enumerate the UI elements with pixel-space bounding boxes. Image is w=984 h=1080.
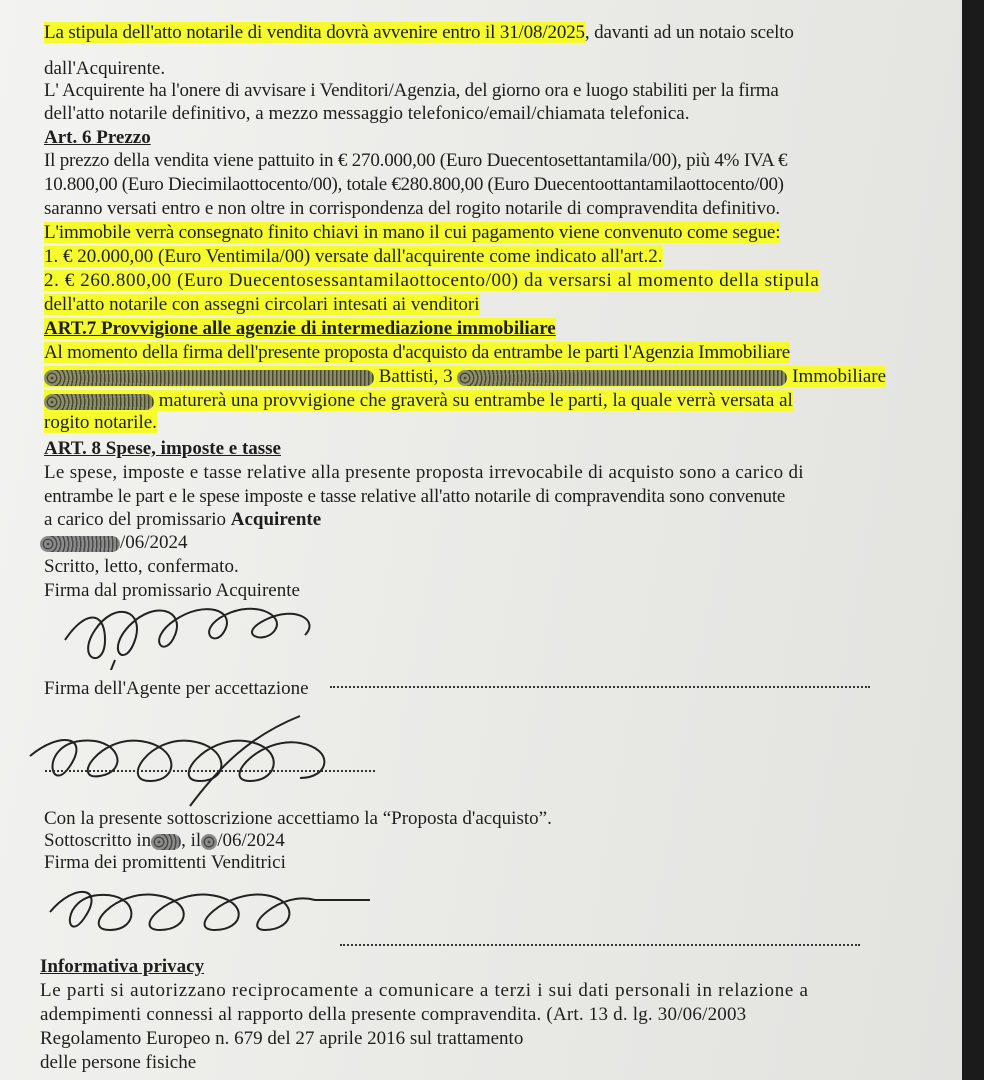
section-heading: Informativa privacy — [40, 956, 205, 977]
text-line: dell'atto notarile con assegni circolari intesati ai venditori — [44, 294, 480, 315]
text-line: rogito notarile. — [44, 412, 157, 433]
text-line: 10.800,00 (Euro Diecimilaottocento/00), totale €280.800,00 (Euro Duecentoottantamilaottocento/00) — [44, 174, 784, 195]
highlighted-text: La stipula dell'atto notarile di vendita dovrà avvenire entro il 31/08/2025 — [44, 22, 585, 43]
text-line: L'immobile verrà consegnato finito chiavi in mano il cui pagamento viene convenuto come segue: — [44, 222, 781, 243]
text-line: Le spese, imposte e tasse relative alla presente proposta irrevocabile di acquisto sono a carico di — [44, 462, 804, 483]
date-line: /06/2024 — [40, 532, 188, 554]
redaction-mark — [201, 834, 217, 850]
text-line: Il prezzo della vendita viene pattuito in € 270.000,00 (Euro Duecentosettantamila/00), più 4% IVA € — [44, 150, 788, 171]
sellers-signature — [40, 872, 420, 952]
text-line: Con la presente sottoscrizione accettiamo la “Proposta d'acquisto”. — [44, 808, 552, 829]
text-line: Le parti si autorizzano reciprocamente a comunicare a terzi i sui dati personali in relazione a — [40, 980, 809, 1001]
text-line: dell'atto notarile definitivo, a mezzo messaggio telefonico/email/chiamata telefonica. — [44, 103, 690, 124]
agent-signature — [20, 706, 440, 816]
text-line: saranno versati entro e non oltre in corrispondenza del rogito notarile di compravendita definitivo. — [44, 198, 781, 219]
text-line: Scritto, letto, confermato. — [44, 556, 239, 577]
text-line-redacted: Battisti, 3 Immobiliare — [44, 366, 886, 388]
redaction-mark — [40, 536, 120, 552]
signature-label: Firma dal promissario Acquirente — [44, 580, 300, 601]
text-line: dall'Acquirente. — [44, 58, 166, 79]
signature-line — [45, 770, 375, 772]
signature-line — [340, 944, 860, 946]
text-line: maturerà una provvigione che graverà su entrambe le parti, la quale verrà versata al — [44, 390, 793, 412]
text-line: 1. € 20.000,00 (Euro Ventimila/00) versate dall'acquirente come indicato all'art.2. — [44, 246, 663, 267]
text-line: adempimenti connessi al rapporto della presente compravendita. (Art. 13 d. lg. 30/06/2003 — [40, 1004, 747, 1025]
signature-label: Firma dell'Agente per accettazione — [44, 678, 309, 699]
text-line: a carico del promissario Acquirente — [44, 509, 322, 530]
section-heading: ART.7 Provvigione alle agenzie di intermediazione immobiliare — [44, 318, 556, 339]
redaction-mark — [151, 834, 181, 850]
text-line: L' Acquirente ha l'onere di avvisare i Venditori/Agenzia, del giorno ora e luogo stabiliti per la firma — [44, 80, 779, 101]
redaction-mark — [44, 370, 374, 386]
text-line: Sottoscritto in , il /06/2024 — [44, 830, 285, 851]
text-line: Regolamento Europeo n. 679 del 27 aprile 2016 sul trattamento — [40, 1028, 524, 1049]
text-line: delle persone fisiche — [40, 1052, 197, 1073]
redaction-mark — [457, 370, 787, 386]
text-line: La stipula dell'atto notarile di vendita dovrà avvenire entro il 31/08/2025, davanti ad un notaio scelto — [44, 22, 794, 43]
text-line: 2. € 260.800,00 (Euro Duecentosessantamilaottocento/00) da versarsi al momento della stipula — [44, 270, 820, 291]
signature-label: Firma dei promittenti Venditrici — [44, 852, 286, 873]
redaction-mark — [44, 394, 154, 410]
buyer-signature — [55, 600, 355, 670]
section-heading: ART. 8 Spese, imposte e tasse — [44, 438, 281, 459]
text-line: entrambe le part e le spese imposte e tasse relative all'atto notarile di compravendita sono convenute — [44, 486, 786, 507]
signature-line — [330, 686, 870, 688]
text-line: Al momento della firma dell'presente proposta d'acquisto da entrambe le parti l'Agenzia Immobiliare — [44, 342, 790, 363]
section-heading: Art. 6 Prezzo — [44, 127, 151, 148]
